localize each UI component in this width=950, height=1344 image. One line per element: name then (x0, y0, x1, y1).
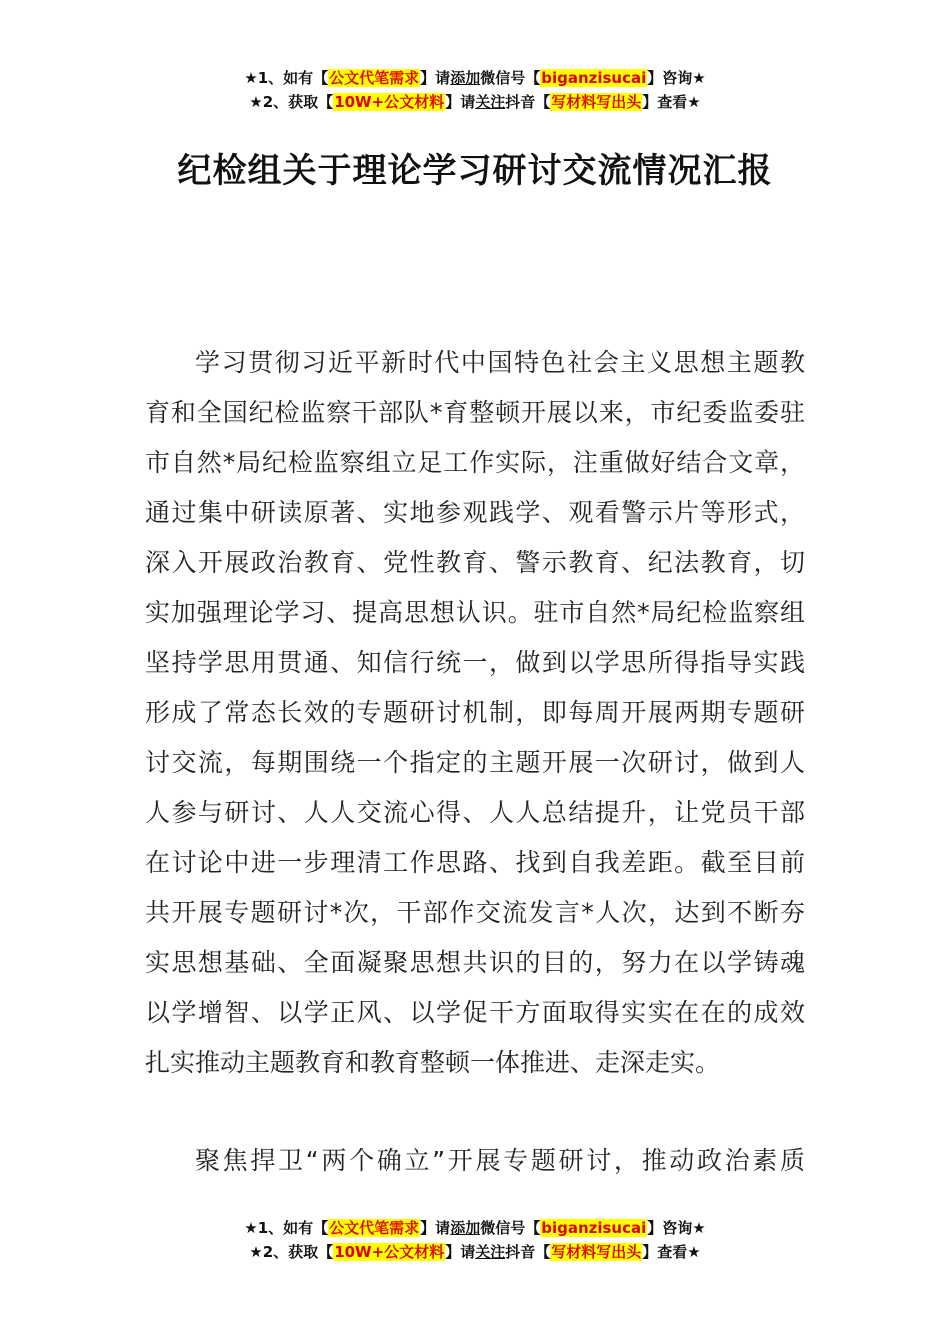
banner-text: 微信号【 (480, 69, 541, 87)
banner-text: ★1、如有【 (244, 69, 329, 87)
banner-text: 】查看★ (642, 1243, 701, 1261)
banner-text: 】咨询★ (647, 69, 706, 87)
banner-wechat-id: biganzisucai (541, 69, 647, 87)
paragraph-line: 实加强理论学习、提高思想认识。驻市自然*局纪检监察组 (145, 598, 805, 627)
paragraph-line: 以学增智、以学正风、以学促干方面取得实实在在的成效 (145, 998, 805, 1027)
footer-banner (0, 1216, 950, 1264)
banner-highlight: 10W+公文材料 (334, 93, 445, 111)
banner-text: 】咨询★ (647, 1219, 706, 1237)
banner-line-1 (0, 1216, 950, 1240)
banner-line-2 (0, 1240, 950, 1264)
document-title: 纪检组关于理论学习研讨交流情况汇报 (177, 151, 773, 191)
paragraph-line: 通过集中研读原著、实地参观践学、观看警示片等形式， (145, 498, 805, 527)
paragraph-line: 在讨论中进一步理清工作思路、找到自我差距。截至目前 (145, 848, 805, 877)
paragraph-line: 市自然*局纪检监察组立足工作实际，注重做好结合文章， (145, 448, 805, 477)
banner-text: 】查看★ (642, 93, 701, 111)
banner-underlined: 关注 (475, 93, 506, 111)
banner-underlined: 添加 (450, 69, 481, 87)
banner-wechat-id: biganzisucai (541, 1219, 647, 1237)
banner-text: 】请 (445, 93, 476, 111)
banner-highlight: 公文代笔需求 (329, 69, 420, 87)
paragraph-line: 形成了常态长效的专题研讨机制，即每周开展两期专题研 (145, 698, 805, 727)
banner-text: ★2、获取【 (249, 1243, 334, 1261)
paragraph-line: 育和全国纪检监察干部队*育整顿开展以来，市纪委监委驻 (145, 398, 805, 427)
banner-text: ★2、获取【 (249, 93, 334, 111)
banner-text: 抖音【 (505, 1243, 551, 1261)
banner-line-2 (0, 90, 950, 114)
banner-text: ★1、如有【 (244, 1219, 329, 1237)
paragraph-line: 学习贯彻习近平新时代中国特色社会主义思想主题教 (195, 348, 805, 377)
banner-underlined: 关注 (475, 1243, 506, 1261)
banner-text: 抖音【 (505, 93, 551, 111)
paragraph-line: 讨交流，每期围绕一个指定的主题开展一次研讨，做到人 (145, 748, 805, 777)
paragraph-line: 人参与研讨、人人交流心得、人人总结提升，让党员干部 (145, 798, 805, 827)
banner-underlined: 添加 (450, 1219, 481, 1237)
banner-highlight: 公文代笔需求 (329, 1219, 420, 1237)
banner-douyin-id: 写材料写出头 (551, 1243, 642, 1261)
banner-highlight: 10W+公文材料 (334, 1243, 445, 1261)
banner-text: 微信号【 (480, 1219, 541, 1237)
body-paragraph-1 (145, 338, 805, 1088)
paragraph-line: 坚持学思用贯通、知信行统一，做到以学思所得指导实践 (145, 648, 805, 677)
paragraph-line: 实思想基础、全面凝聚思想共识的目的，努力在以学铸魂 (145, 948, 805, 977)
paragraph-line: 共开展专题研讨*次，干部作交流发言*人次，达到不断夯 (145, 898, 805, 927)
banner-text: 】请 (420, 69, 451, 87)
banner-text: 】请 (445, 1243, 476, 1261)
banner-text: 】请 (420, 1219, 451, 1237)
banner-douyin-id: 写材料写出头 (551, 93, 642, 111)
paragraph-line: 扎实推动主题教育和教育整顿一体推进、走深走实。 (145, 1048, 721, 1077)
header-banner (0, 66, 950, 114)
banner-line-1 (0, 66, 950, 90)
paragraph-line: 深入开展政治教育、党性教育、警示教育、纪法教育，切 (145, 548, 805, 577)
paragraph-line: 聚焦捍卫“两个确立”开展专题研讨，推动政治素质 (195, 1146, 805, 1175)
body-paragraph-2 (145, 1136, 805, 1186)
